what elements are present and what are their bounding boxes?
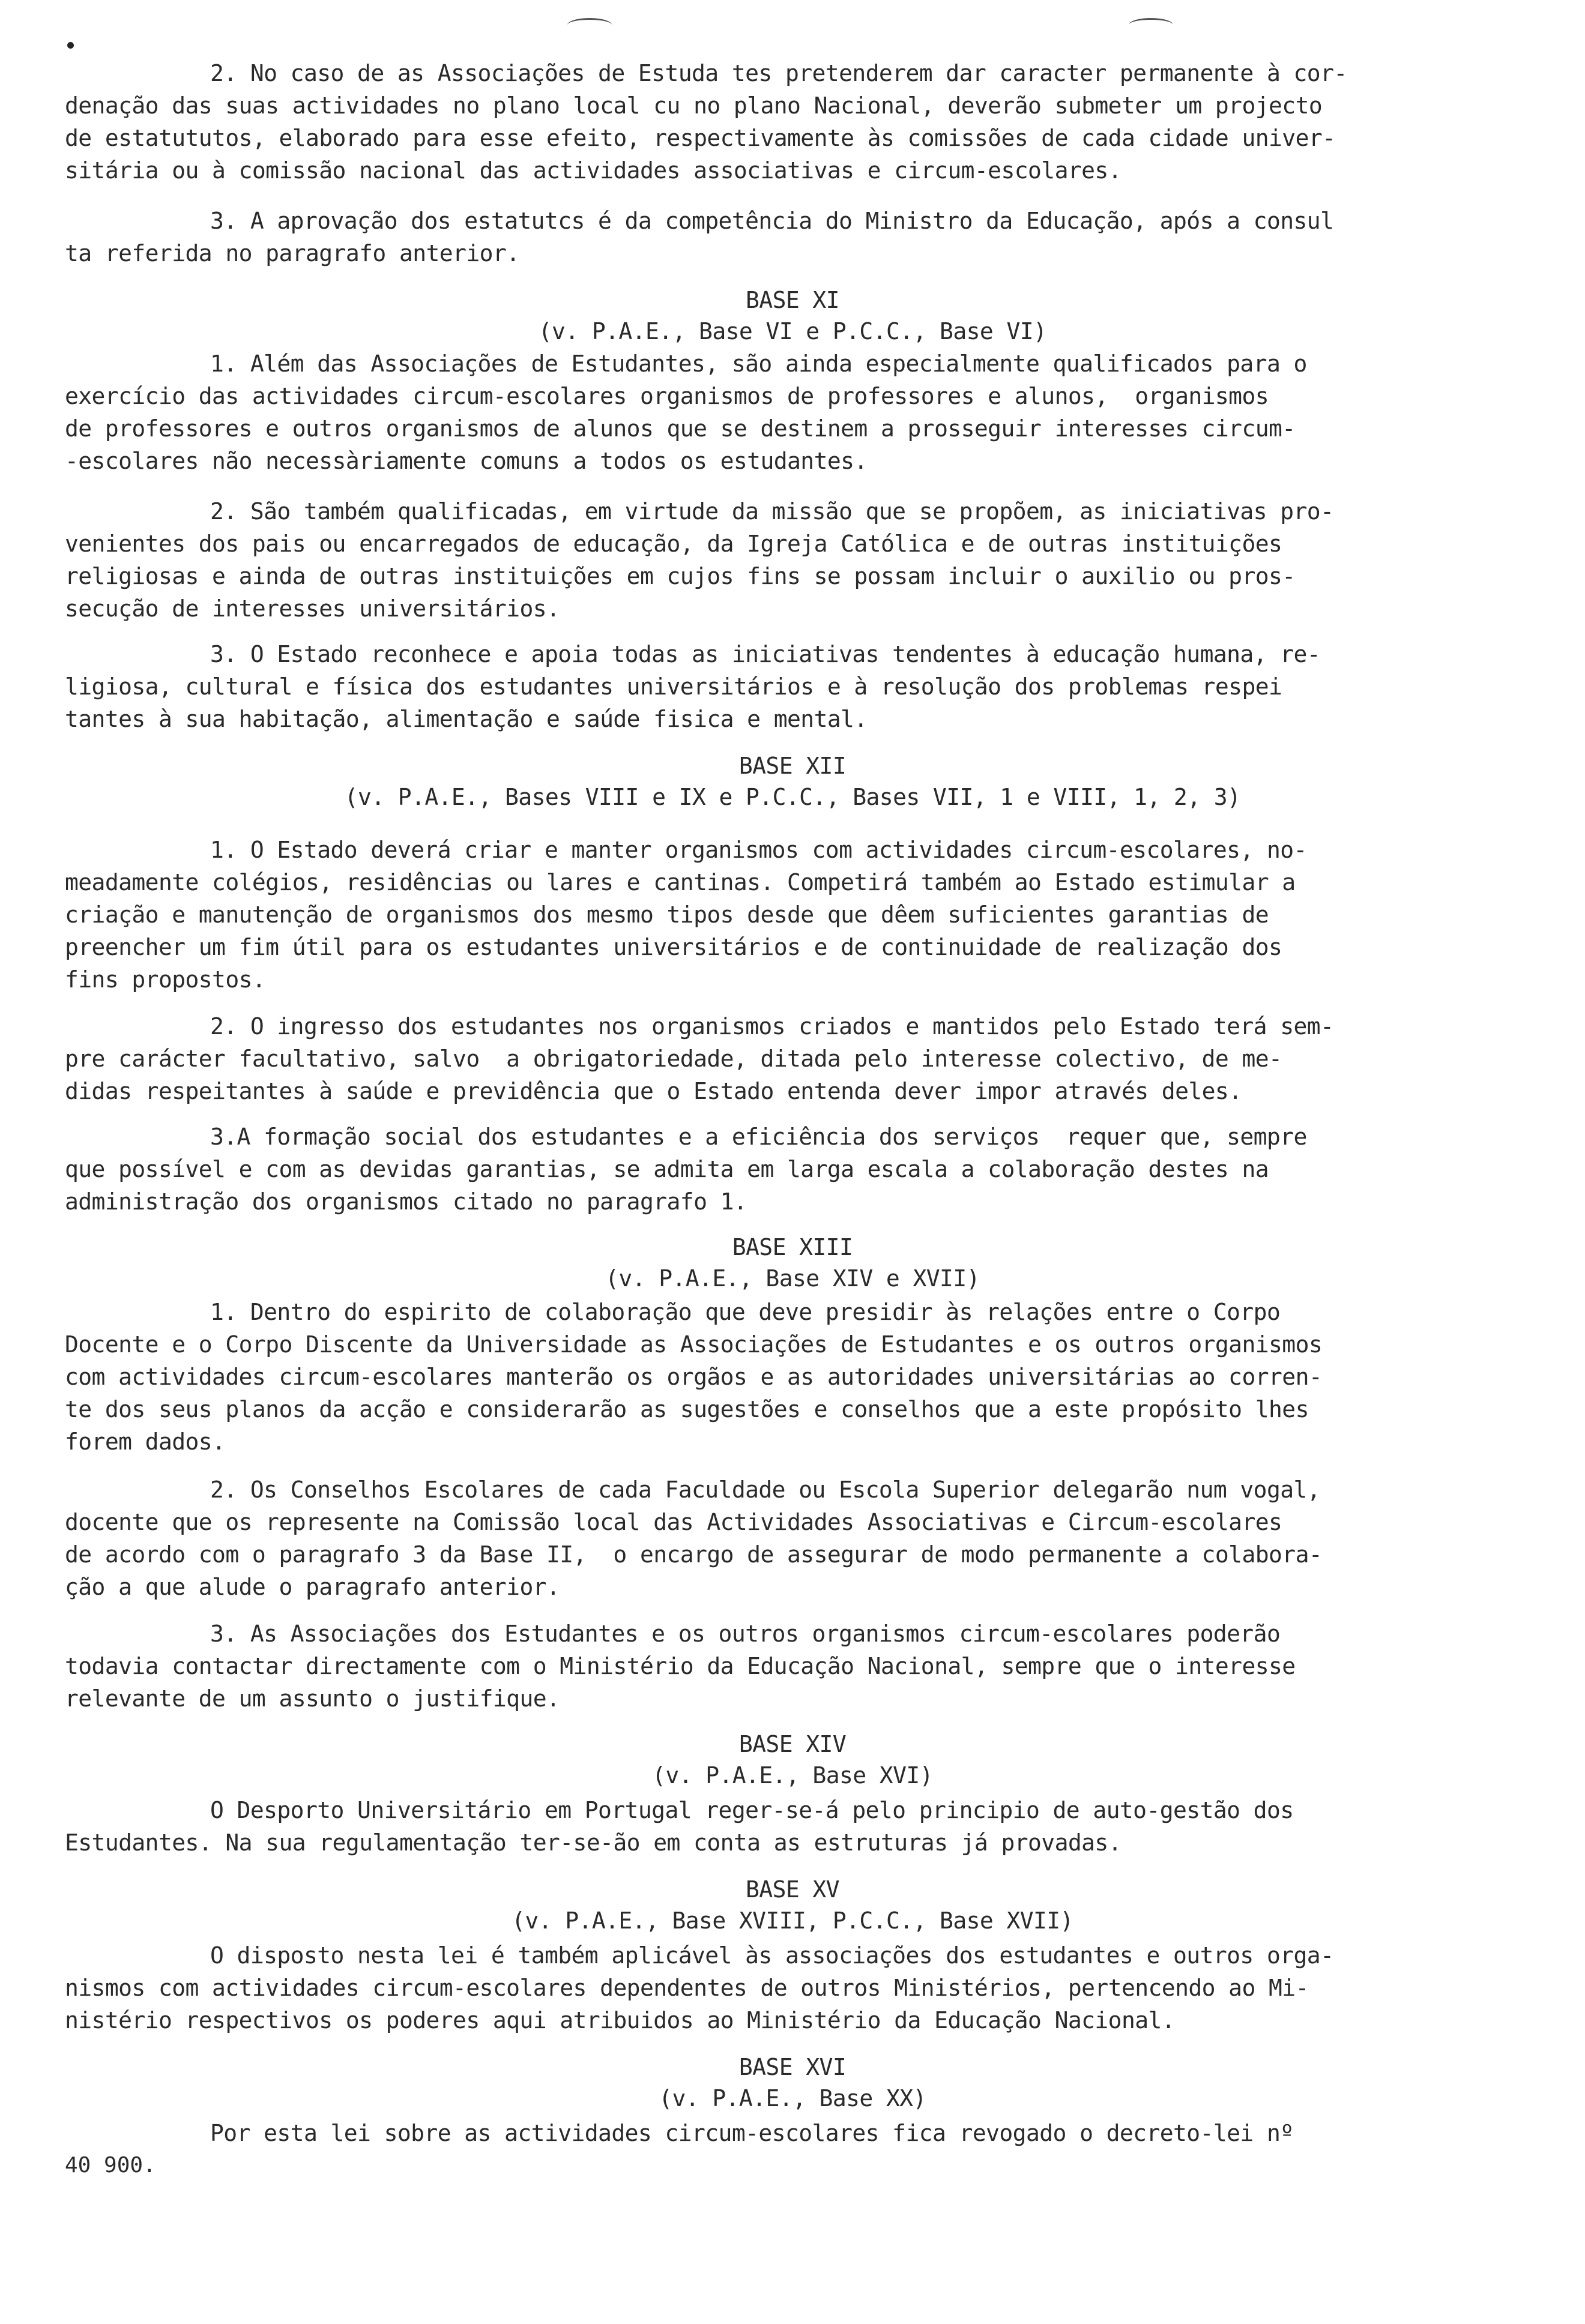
text-line: meadamente colégios, residências ou lares e cantinas. Competirá também ao Estado estimular a: [65, 869, 1296, 896]
text-line: sitária ou à comissão nacional das actividades associativas e circum-escolares.: [65, 157, 1122, 184]
punch-hole-mark-left: [567, 18, 612, 32]
text-line: Docente e o Corpo Discente da Universidade as Associações de Estudantes e os outros organismos: [65, 1331, 1323, 1358]
text-line: ção a que alude o paragrafo anterior.: [65, 1574, 560, 1600]
text-line: O disposto nesta lei é também aplicável às associações dos estudantes e outros orga-: [210, 1942, 1334, 1969]
text-line: docente que os represente na Comissão local das Actividades Associativas e Circum-escolares: [65, 1509, 1282, 1535]
text-line: 3. O Estado reconhece e apoia todas as iniciativas tendentes à educação humana, re-: [210, 641, 1321, 667]
text-line: nismos com actividades circum-escolares dependentes de outros Ministérios, pertencendo ao Mi-: [65, 1975, 1309, 2001]
text-line: secução de interesses universitários.: [65, 595, 560, 622]
text-line: forem dados.: [65, 1428, 226, 1455]
text-line: 3.A formação social dos estudantes e a eficiência dos serviços requer que, sempre: [210, 1124, 1307, 1150]
text-line: de acordo com o paragrafo 3 da Base II, o encargo de assegurar de modo permanente a colabora-: [65, 1541, 1323, 1568]
text-line: religiosas e ainda de outras instituições em cujos fins se possam incluir o auxilio ou pros-: [65, 563, 1296, 589]
text-line: 2. Os Conselhos Escolares de cada Faculdade ou Escola Superior delegarão num vogal,: [210, 1477, 1321, 1503]
text-line: tantes à sua habitação, alimentação e saúde fisica e mental.: [65, 706, 868, 732]
text-line: de professores e outros organismos de alunos que se destinem a prosseguir interesses circum-: [65, 415, 1296, 442]
section-reference: (v. P.A.E., Base XVI): [652, 1762, 933, 1789]
text-line: todavia contactar directamente com o Ministério da Educação Nacional, sempre que o interesse: [65, 1653, 1296, 1679]
section-reference: (v. P.A.E., Base VI e P.C.C., Base VI): [538, 318, 1047, 345]
text-line: preencher um fim útil para os estudantes universitários e de continuidade de realização dos: [65, 934, 1282, 960]
text-line: pre carácter facultativo, salvo a obrigatoriedade, ditada pelo interesse colectivo, de me-: [65, 1046, 1282, 1072]
text-line: te dos seus planos da acção e considerarão as sugestões e conselhos que a este propósito lhes: [65, 1396, 1309, 1422]
text-line: que possível e com as devidas garantias, se admita em larga escala a colaboração destes na: [65, 1156, 1269, 1182]
decree-number: 40 900.: [65, 2153, 156, 2178]
text-line: ta referida no paragrafo anterior.: [65, 240, 520, 266]
text-line: venientes dos pais ou encarregados de educação, da Igreja Católica e de outras instituições: [65, 531, 1282, 557]
section-title: BASE XIV: [738, 1731, 847, 1757]
text-line: relevante de um assunto o justifique.: [65, 1685, 560, 1712]
text-line: -escolares não necessàriamente comuns a todos os estudantes.: [65, 448, 868, 474]
text-line: denação das suas actividades no plano local cu no plano Nacional, deverão submeter um projecto: [65, 92, 1323, 119]
bullet-mark: [67, 42, 74, 49]
section-reference: (v. P.A.E., Base XVIII, P.C.C., Base XVII): [512, 1907, 1073, 1934]
text-line: 3. As Associações dos Estudantes e os outros organismos circum-escolares poderão: [210, 1621, 1281, 1647]
section-reference: (v. P.A.E., Base XX): [659, 2085, 926, 2112]
section-title: BASE XII: [738, 753, 847, 779]
text-line: 2. O ingresso dos estudantes nos organismos criados e mantidos pelo Estado terá sem-: [210, 1013, 1334, 1040]
text-line: Por esta lei sobre as actividades circum-escolares fica revogado o decreto-lei nº: [210, 2120, 1294, 2146]
punch-hole-mark-right: [1129, 18, 1173, 32]
text-line: administração dos organismos citado no paragrafo 1.: [65, 1188, 747, 1215]
section-reference: (v. P.A.E., Bases VIII e IX e P.C.C., Bases VII, 1 e VIII, 1, 2, 3): [344, 784, 1241, 810]
text-line: 2. São também qualificadas, em virtude da missão que se propõem, as iniciativas pro-: [210, 498, 1334, 525]
text-line: didas respeitantes à saúde e previdência que o Estado entenda dever impor através deles.: [65, 1078, 1242, 1104]
text-line: criação e manutenção de organismos dos mesmo tipos desde que dêem suficientes garantias de: [65, 902, 1269, 928]
section-title: BASE XV: [746, 1876, 839, 1903]
text-line: fins propostos.: [65, 966, 266, 993]
text-line: nistério respectivos os poderes aqui atribuidos ao Ministério da Educação Nacional.: [65, 2007, 1176, 2034]
text-line: ligiosa, cultural e física dos estudantes universitários e à resolução dos problemas respei: [65, 673, 1282, 700]
section-reference: (v. P.A.E., Base XIV e XVII): [605, 1265, 980, 1292]
text-line: 3. A aprovação dos estatutcs é da competência do Ministro da Educação, após a consul: [210, 208, 1334, 234]
text-line: 2. No caso de as Associações de Estuda tes pretenderem dar caracter permanente à cor-: [210, 60, 1347, 86]
section-title: BASE XI: [746, 287, 839, 313]
section-title: BASE XIII: [732, 1234, 853, 1260]
text-line: de estatututos, elaborado para esse efeito, respectivamente às comissões de cada cidade univer-: [65, 125, 1336, 151]
text-line: 1. Dentro do espirito de colaboração que deve presidir às relações entre o Corpo: [210, 1299, 1281, 1325]
section-title: BASE XVI: [738, 2054, 847, 2080]
text-line: 1. Além das Associações de Estudantes, são ainda especialmente qualificados para o: [210, 351, 1307, 377]
text-line: Estudantes. Na sua regulamentação ter-se-ão em conta as estruturas já provadas.: [65, 1829, 1122, 1856]
text-line: 1. O Estado deverá criar e manter organismos com actividades circum-escolares, no-: [210, 837, 1307, 863]
text-line: com actividades circum-escolares manterão os orgãos e as autoridades universitárias ao corren-: [65, 1364, 1323, 1390]
text-line: exercício das actividades circum-escolares organismos de professores e alunos, organismos: [65, 383, 1269, 409]
text-line: O Desporto Universitário em Portugal reger-se-á pelo principio de auto-gestão dos: [210, 1797, 1294, 1823]
